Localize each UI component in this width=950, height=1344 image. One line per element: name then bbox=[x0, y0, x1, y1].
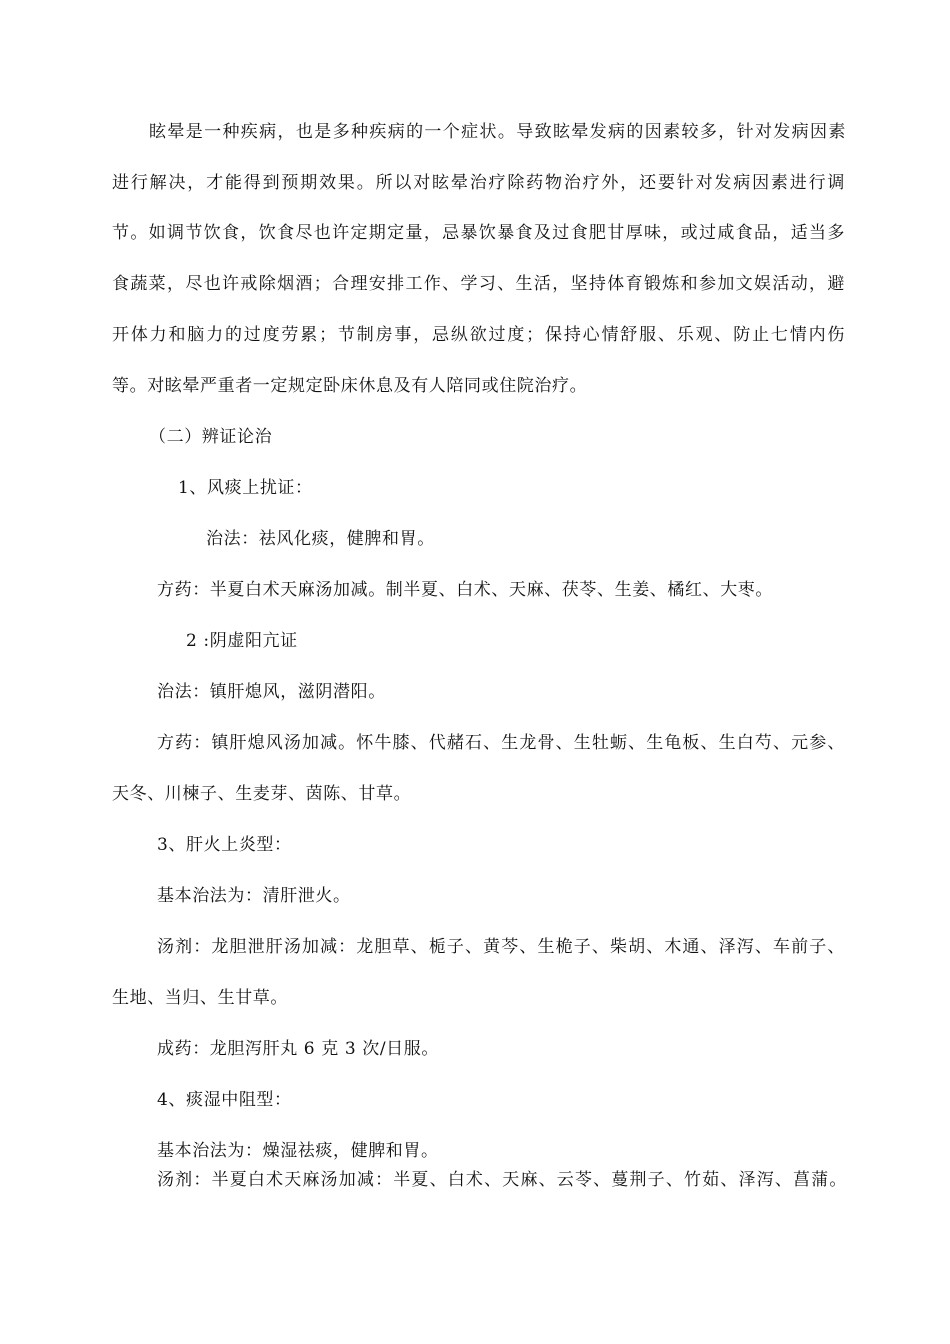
intro-line-6: 等。对眩晕严重者一定规定卧床休息及有人陪同或住院治疗。 bbox=[112, 376, 588, 396]
syndrome-3-title: 3、肝火上炎型： bbox=[157, 835, 292, 855]
intro-line-3: 节。如调节饮食，饮食尽也许定期定量，忌暴饮暴食及过食肥甘厚味，或过咸食品，适当多 bbox=[112, 223, 845, 243]
syndrome-2-formula-line-2: 天冬、川楝子、生麦芽、茵陈、甘草。 bbox=[112, 784, 412, 804]
syndrome-4-title: 4、痰湿中阻型： bbox=[157, 1090, 292, 1110]
syndrome-3-formula-line-1: 汤剂：龙胆泄肝汤加减：龙胆草、栀子、黄芩、生桅子、柴胡、木通、泽泻、车前子、 bbox=[157, 937, 845, 957]
syndrome-2-formula-line-1: 方药：镇肝熄风汤加减。怀牛膝、代赭石、生龙骨、生牡蛎、生龟板、生白芍、元参、 bbox=[157, 733, 845, 753]
syndrome-3-formula-line-2: 生地、当归、生甘草。 bbox=[112, 988, 288, 1008]
syndrome-2-method: 治法：镇肝熄风，滋阴潜阳。 bbox=[157, 682, 386, 702]
intro-line-2: 进行解决，才能得到预期效果。所以对眩晕治疗除药物治疗外，还要针对发病因素进行调 bbox=[112, 173, 845, 193]
syndrome-1-method: 治法：祛风化痰，健脾和胃。 bbox=[206, 529, 435, 549]
syndrome-3-patent-medicine: 成药：龙胆泻肝丸 6 克 3 次/日服。 bbox=[157, 1039, 439, 1059]
syndrome-3-method: 基本治法为：清肝泄火。 bbox=[157, 886, 351, 906]
syndrome-4-formula: 汤剂：半夏白术天麻汤加减：半夏、白术、天麻、云苓、蔓荆子、竹茹、泽泻、菖蒲。 bbox=[157, 1170, 847, 1190]
intro-line-4: 食蔬菜，尽也许戒除烟酒；合理安排工作、学习、生活，坚持体育锻炼和参加文娱活动，避 bbox=[112, 274, 845, 294]
syndrome-4-method: 基本治法为：燥湿祛痰，健脾和胃。 bbox=[157, 1141, 439, 1161]
syndrome-1-formula: 方药：半夏白术天麻汤加减。制半夏、白术、天麻、茯苓、生姜、橘红、大枣。 bbox=[157, 580, 773, 600]
syndrome-1-title: 1、风痰上扰证： bbox=[178, 478, 313, 498]
section-heading: （二）辨证论治 bbox=[149, 427, 273, 447]
intro-line-1: 眩晕是一种疾病，也是多种疾病的一个症状。导致眩晕发病的因素较多，针对发病因素 bbox=[149, 122, 846, 142]
intro-line-5: 开体力和脑力的过度劳累；节制房事，忌纵欲过度；保持心情舒服、乐观、防止七情内伤 bbox=[112, 325, 845, 345]
syndrome-2-title: 2 :阴虚阳亢证 bbox=[186, 631, 298, 651]
